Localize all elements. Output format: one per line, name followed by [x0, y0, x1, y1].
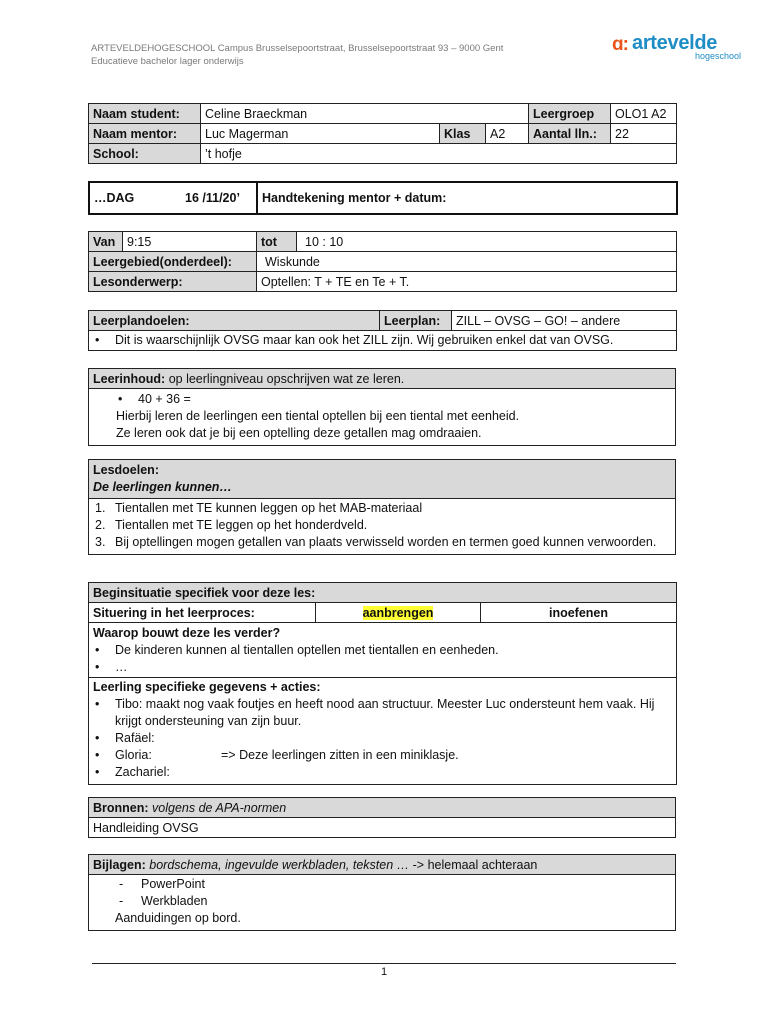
artevelde-logo [612, 32, 742, 62]
leergebied-label: Leergebied(onderdeel): [89, 252, 257, 272]
lesdoel-number: 1. [95, 501, 106, 515]
lesdoelen-header [89, 460, 676, 499]
lesdoelen-table [88, 459, 676, 555]
verder-label: Waarop bouwt deze les verder? [93, 626, 281, 640]
leerinhoud-item: • 40 + 36 = [116, 391, 671, 408]
leergroep-label: Leergroep [529, 104, 611, 124]
institution-address: ARTEVELDEHOGESCHOOL Campus Brusselsepoortstraat, Brusselsepoortstraat 93 – 9000 Gent [91, 43, 504, 54]
leerplan-label: Leerplan: [380, 311, 452, 331]
bijlagen-label: Bijlagen: [93, 857, 146, 872]
leerplan-table [88, 310, 677, 351]
logo-mark-icon: ɑ: [612, 34, 628, 55]
beginsituatie-label: Beginsituatie specifiek voor deze les: [89, 583, 677, 603]
leerplan-note-cell [89, 331, 677, 351]
institution-header [91, 43, 503, 68]
lesdoel-item [93, 534, 671, 551]
tot-label: tot [257, 232, 297, 252]
logo-name: artevelde [632, 32, 718, 54]
bijlage-item: - Werkbladen [93, 893, 671, 910]
lesdoel-item [93, 517, 671, 534]
leerinhoud-label: Leerinhoud: [93, 371, 166, 386]
dag-cell [89, 182, 257, 214]
verder-cell [89, 623, 677, 678]
naam-mentor-value: Luc Magerman [201, 124, 440, 144]
lesdoel-number: 3. [95, 535, 106, 549]
dag-table [88, 181, 678, 215]
leerling-rafael: • Rafäel: [93, 730, 672, 747]
lesdoelen-sub: De leerlingen kunnen… [93, 480, 232, 494]
situering-label: Situering in het leerproces: [89, 603, 316, 623]
naam-mentor-label: Naam mentor: [89, 124, 201, 144]
leerinhoud-line-1: Hierbij leren de leerlingen een tiental optellen bij een tiental met eenheid. [116, 409, 520, 423]
gloria-note: => Deze leerlingen zitten in een miniklasje. [221, 748, 459, 762]
dag-label: …DAG [94, 191, 135, 205]
leerplandoelen-label: Leerplandoelen: [89, 311, 380, 331]
aantal-value: 22 [611, 124, 677, 144]
time-table [88, 231, 677, 292]
lesdoelen-body [89, 499, 676, 555]
lesdoel-text: Bij optellingen mogen getallen van plaats verwisseld worden en termen goed kunnen verwoorden. [115, 535, 657, 549]
leerling-zachariel: • Zachariel: [93, 764, 672, 781]
gloria-name: Gloria: [115, 748, 152, 762]
footer-divider [92, 963, 676, 964]
school-label: School: [89, 144, 201, 164]
leerinhoud-label-rest: op leerlingniveau opschrijven wat ze leren. [165, 371, 405, 386]
tot-value: 10 : 10 [297, 232, 677, 252]
bijlagen-sub-2: -> helemaal achteraan [409, 857, 538, 872]
bijlage-item: - PowerPoint [93, 876, 671, 893]
page-number: 1 [380, 966, 388, 978]
van-value: 9:15 [123, 232, 257, 252]
leerinhoud-header [89, 369, 676, 389]
leerling-tibo: • Tibo: maakt nog vaak foutjes en heeft nood aan structuur. Meester Luc ondersteunt hem vaak. Hij krijgt ondersteuning van zijn buur. [93, 696, 672, 730]
lesdoel-number: 2. [95, 518, 106, 532]
specifiek-cell [89, 678, 677, 785]
lesdoelen-label: Lesdoelen: [93, 463, 159, 477]
bijlagen-header [89, 855, 676, 875]
lesonderwerp-value: Optellen: T + TE en Te + T. [257, 272, 677, 292]
van-label: Van [89, 232, 123, 252]
verder-item: • … [93, 659, 672, 676]
situering-aanbrengen [316, 603, 481, 623]
leerinhoud-table [88, 368, 676, 446]
signature-label: Handtekening mentor + datum: [257, 182, 677, 214]
naam-student-value: Celine Braeckman [201, 104, 529, 124]
leerplan-note: • Dit is waarschijnlijk OVSG maar kan ook het ZILL zijn. Wij gebruiken enkel dat van OVSG. [93, 332, 672, 349]
bronnen-table [88, 797, 676, 838]
lesdoel-text: Tientallen met TE kunnen leggen op het MAB-materiaal [115, 501, 423, 515]
bronnen-header [89, 798, 676, 818]
situering-inoefenen: inoefenen [481, 603, 677, 623]
bijlagen-table [88, 854, 676, 931]
naam-student-label: Naam student: [89, 104, 201, 124]
lesdoel-text: Tientallen met TE leggen op het honderdveld. [115, 518, 368, 532]
school-value: ’t hofje [201, 144, 677, 164]
program-name: Educatieve bachelor lager onderwijs [91, 55, 244, 67]
leergroep-value: OLO1 A2 [611, 104, 677, 124]
aanbrengen-highlight: aanbrengen [362, 605, 434, 620]
bijlagen-body [89, 875, 676, 931]
leerinhoud-body [89, 389, 676, 446]
verder-item: • De kinderen kunnen al tientallen optellen met tientallen en eenheden. [93, 642, 672, 659]
leerplan-value: ZILL – OVSG – GO! – andere [452, 311, 677, 331]
logo-subtitle: hogeschool [695, 51, 742, 61]
bijlagen-sub: bordschema, ingevulde werkbladen, teksten … [149, 857, 410, 872]
aantal-label: Aantal lln.: [529, 124, 611, 144]
bronnen-sub: volgens de APA-normen [152, 800, 287, 815]
leerling-gloria [93, 747, 672, 764]
student-info-table [88, 103, 677, 164]
bijlagen-extra: Aanduidingen op bord. [115, 911, 241, 925]
leergebied-value: Wiskunde [257, 252, 677, 272]
klas-label: Klas [440, 124, 486, 144]
specifiek-label: Leerling specifieke gegevens + acties: [93, 680, 321, 694]
lesonderwerp-label: Lesonderwerp: [89, 272, 257, 292]
lesdoel-item [93, 500, 671, 517]
dag-date: 16 /11/20’ [185, 191, 240, 205]
klas-value: A2 [486, 124, 529, 144]
bronnen-value: Handleiding OVSG [89, 818, 676, 838]
beginsituatie-table [88, 582, 677, 785]
leerinhoud-line-2: Ze leren ook dat je bij een optelling deze getallen mag omdraaien. [116, 426, 482, 440]
bronnen-label: Bronnen: [93, 800, 149, 815]
